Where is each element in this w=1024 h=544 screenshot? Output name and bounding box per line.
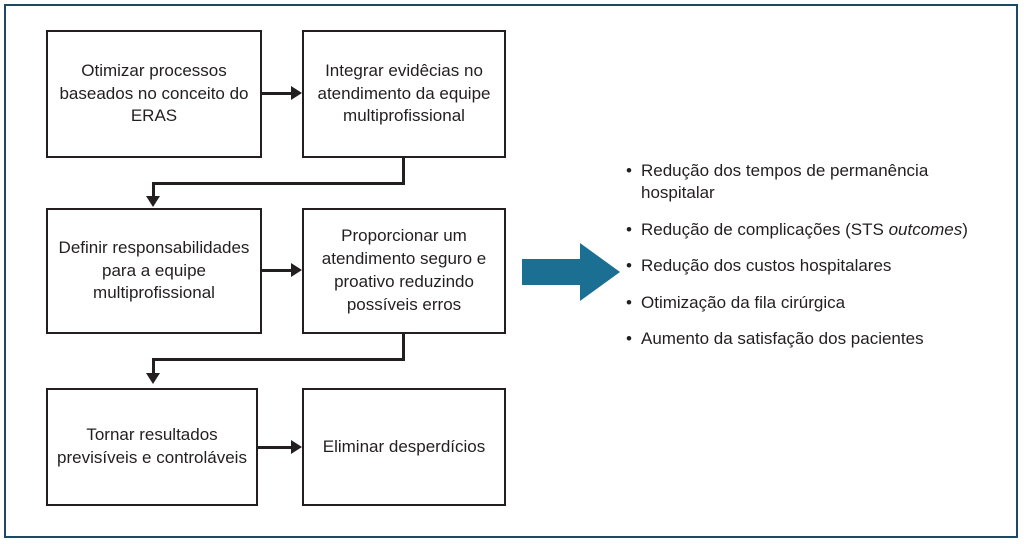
connector-2-down-horizontal [152,182,405,185]
outcome-item-2-label: Redução de complicações (STS [641,219,889,239]
process-box-2 [302,30,506,158]
outcome-item-4 [626,292,1004,314]
outcome-item-1-label: Redução dos tempos de permanência hospitalar [641,161,929,203]
outcome-item-4-label: Otimização da fila cirúrgica [641,292,846,312]
outcome-item-5-label: Aumento da satisfação dos pacientes [641,329,924,349]
outcome-item-2-suffix: ) [962,219,968,239]
outcome-item-2 [626,219,1004,241]
connector-3-to-4 [262,269,291,272]
process-box-3 [46,208,262,334]
connector-5-to-6-arrowhead [291,440,302,454]
outcome-item-3 [626,255,1004,277]
outcome-item-5 [626,328,1004,350]
process-box-2-label: Integrar evidêcias no atendimento da equipe multiprofissional [317,60,491,126]
process-box-4-label: Proporcionar um atendimento seguro e proativo reduzindo possíveis erros [321,226,487,314]
outcome-item-3-label: Redução dos custos hospitalares [641,256,892,276]
connector-3-to-4-arrowhead [291,263,302,277]
connector-1-to-2 [262,92,291,95]
process-box-3-label: Definir responsabilidades para a equipe multiprofissional [58,237,250,303]
process-box-6 [302,388,506,506]
connector-4-down-vertical [402,334,405,361]
connector-5-to-6 [258,446,291,449]
outcomes-list [626,160,1004,365]
connector-4-to-5-arrowhead [146,373,160,384]
connector-2-down-vertical [402,158,405,185]
connector-4-down-horizontal [152,358,405,361]
process-box-5-label: Tornar resultados previsíveis e controláveis [57,425,247,467]
process-box-4 [302,208,506,334]
connector-2-to-3-arrowhead [146,196,160,207]
process-box-6-label: Eliminar desperdícios [322,436,486,456]
process-box-5 [46,388,258,506]
connector-4-down-drop [152,358,155,374]
connector-1-to-2-arrowhead [291,86,302,100]
outcome-item-2-emphasis: outcomes [888,219,963,239]
connector-2-down-drop [152,182,155,197]
process-box-1-label: Otimizar processos baseados no conceito do ERAS [59,60,249,126]
outcomes-arrow-icon [522,243,620,301]
process-box-1 [46,30,262,158]
outcome-item-1 [626,160,1004,205]
